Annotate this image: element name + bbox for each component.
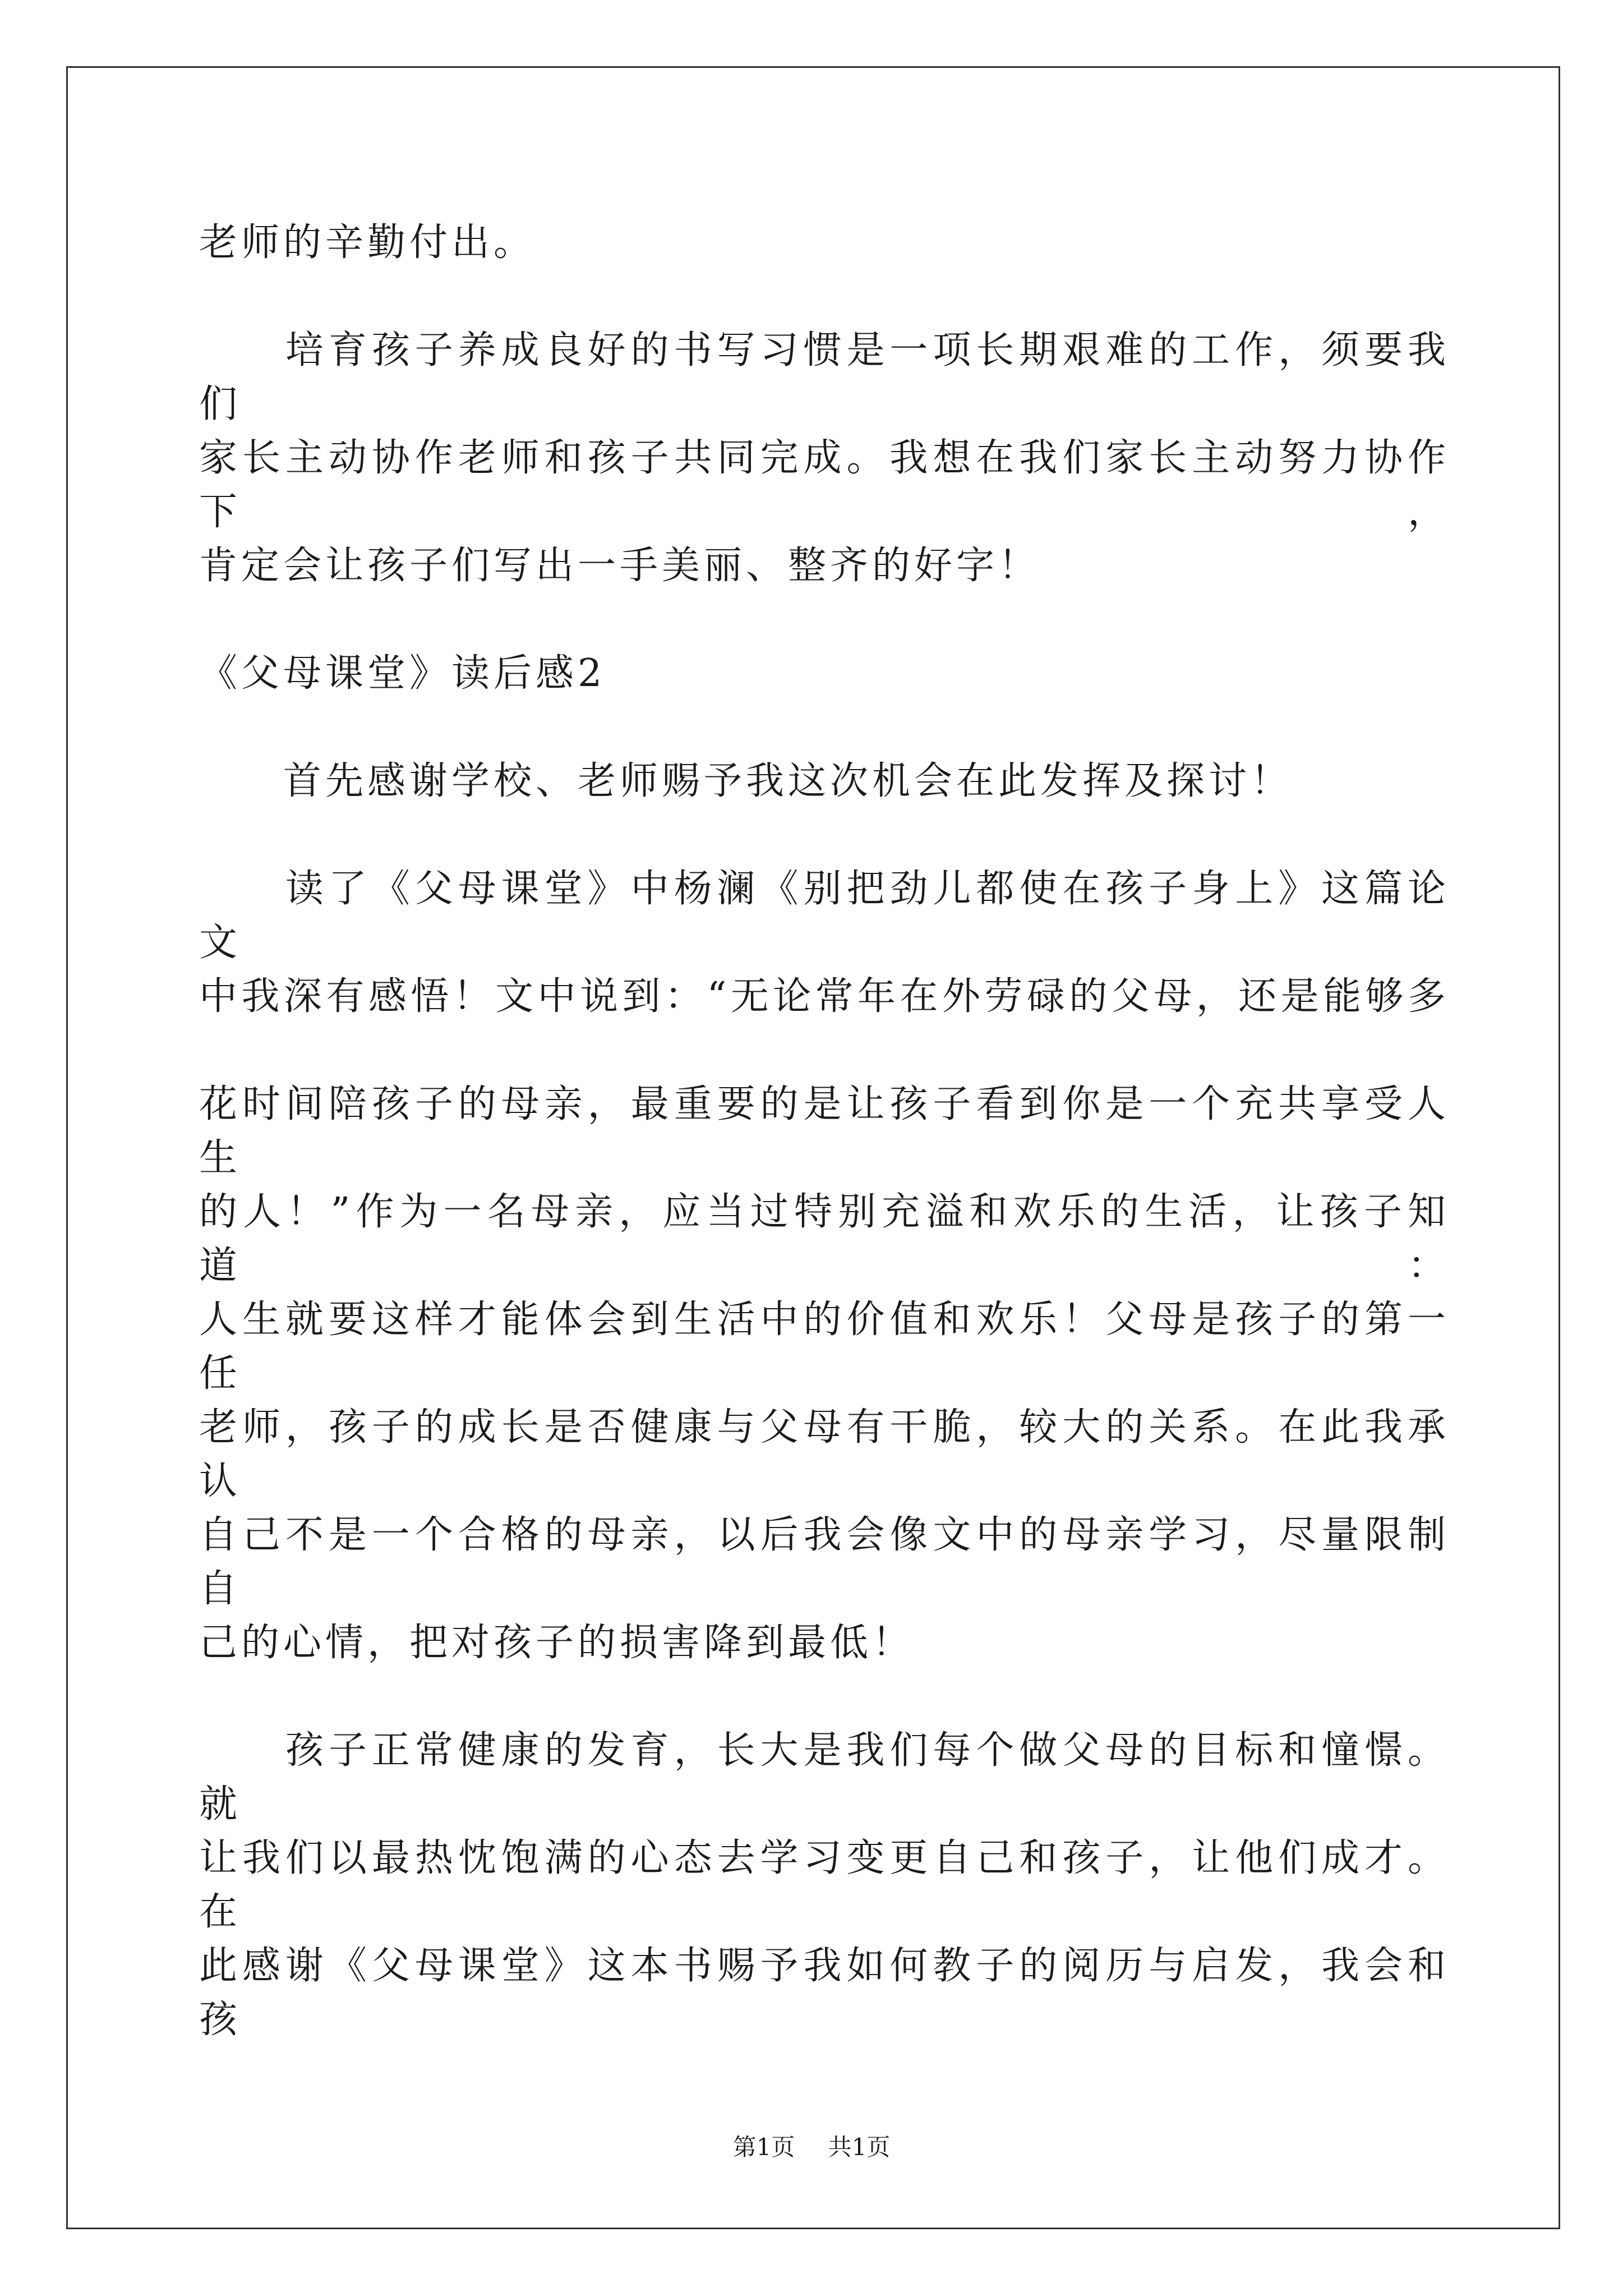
paragraph-start-line: 培育孩子养成良好的书写习惯是一项长期艰难的工作，须要我们: [199, 328, 1450, 426]
paragraph-start-line: 孩子正常健康的发育，长大是我们每个做父母的目标和憧憬。就: [199, 1728, 1450, 1826]
blank-line: [199, 1131, 1450, 1185]
section-heading: 《父母课堂》读后感2: [199, 651, 606, 696]
text-line: 肯定会让孩子们写出一手美丽、整齐的好字！: [199, 544, 1041, 588]
text-line: 花时间陪孩子的母亲，最重要的是让孩子看到你是一个充共享受人生: [199, 1082, 1450, 1180]
page-footer: [0, 2132, 1623, 2163]
blank-line: [199, 378, 1450, 431]
text-line: 己的心情，把对孩子的损害降到最低！: [199, 1621, 915, 1665]
text-line: 人生就要这样才能体会到生活中的价值和欢乐！父母是孩子的第一任: [199, 1297, 1450, 1396]
blank-line: [199, 270, 1450, 324]
document-body: [199, 216, 1450, 2042]
text-line: 让我们以最热忱饱满的心态去学习变更自己和孩子，让他们成才。在: [199, 1836, 1450, 1934]
paragraph-start-line: 首先感谢学校、老师赐予我这次机会在此发挥及探讨！: [199, 759, 1293, 803]
blank-line: [199, 916, 1450, 970]
text-line: 的人！”作为一名母亲，应当过特别充溢和欢乐的生活，让孩子知道：: [199, 1190, 1450, 1288]
page-total: 共1页: [828, 2133, 891, 2161]
paragraph-start-line: 读了《父母课堂》中杨澜《别把劲儿都使在孩子身上》这篇论文: [199, 867, 1450, 965]
blank-line: [199, 1455, 1450, 1508]
blank-line: [199, 1562, 1450, 1616]
text-line: 老师的辛勤付出。: [199, 220, 536, 265]
blank-line: [199, 808, 1450, 862]
text-line: 此感谢《父母课堂》这本书赐予我如何教子的阅历与启发，我会和孩: [199, 1944, 1450, 2042]
text-line: 家长主动协作老师和孩子共同完成。我想在我们家长主动努力协作下，: [199, 436, 1450, 534]
blank-line: [199, 1347, 1450, 1401]
blank-line: [199, 1024, 1450, 1078]
blank-line: [199, 1885, 1450, 1939]
blank-line: [199, 1670, 1450, 1724]
blank-line: [199, 1778, 1450, 1832]
text-line: 自己不是一个合格的母亲，以后我会像文中的母亲学习，尽量限制自: [199, 1513, 1450, 1611]
text-line: 中我深有感悟！文中说到：“无论常年在外劳碌的父母，还是能够多: [199, 974, 1450, 1019]
blank-line: [199, 701, 1450, 754]
text-line: 老师，孩子的成长是否健康与父母有干脆，较大的关系。在此我承认: [199, 1405, 1450, 1503]
blank-line: [199, 593, 1450, 647]
page-number: 第1页: [732, 2133, 795, 2161]
